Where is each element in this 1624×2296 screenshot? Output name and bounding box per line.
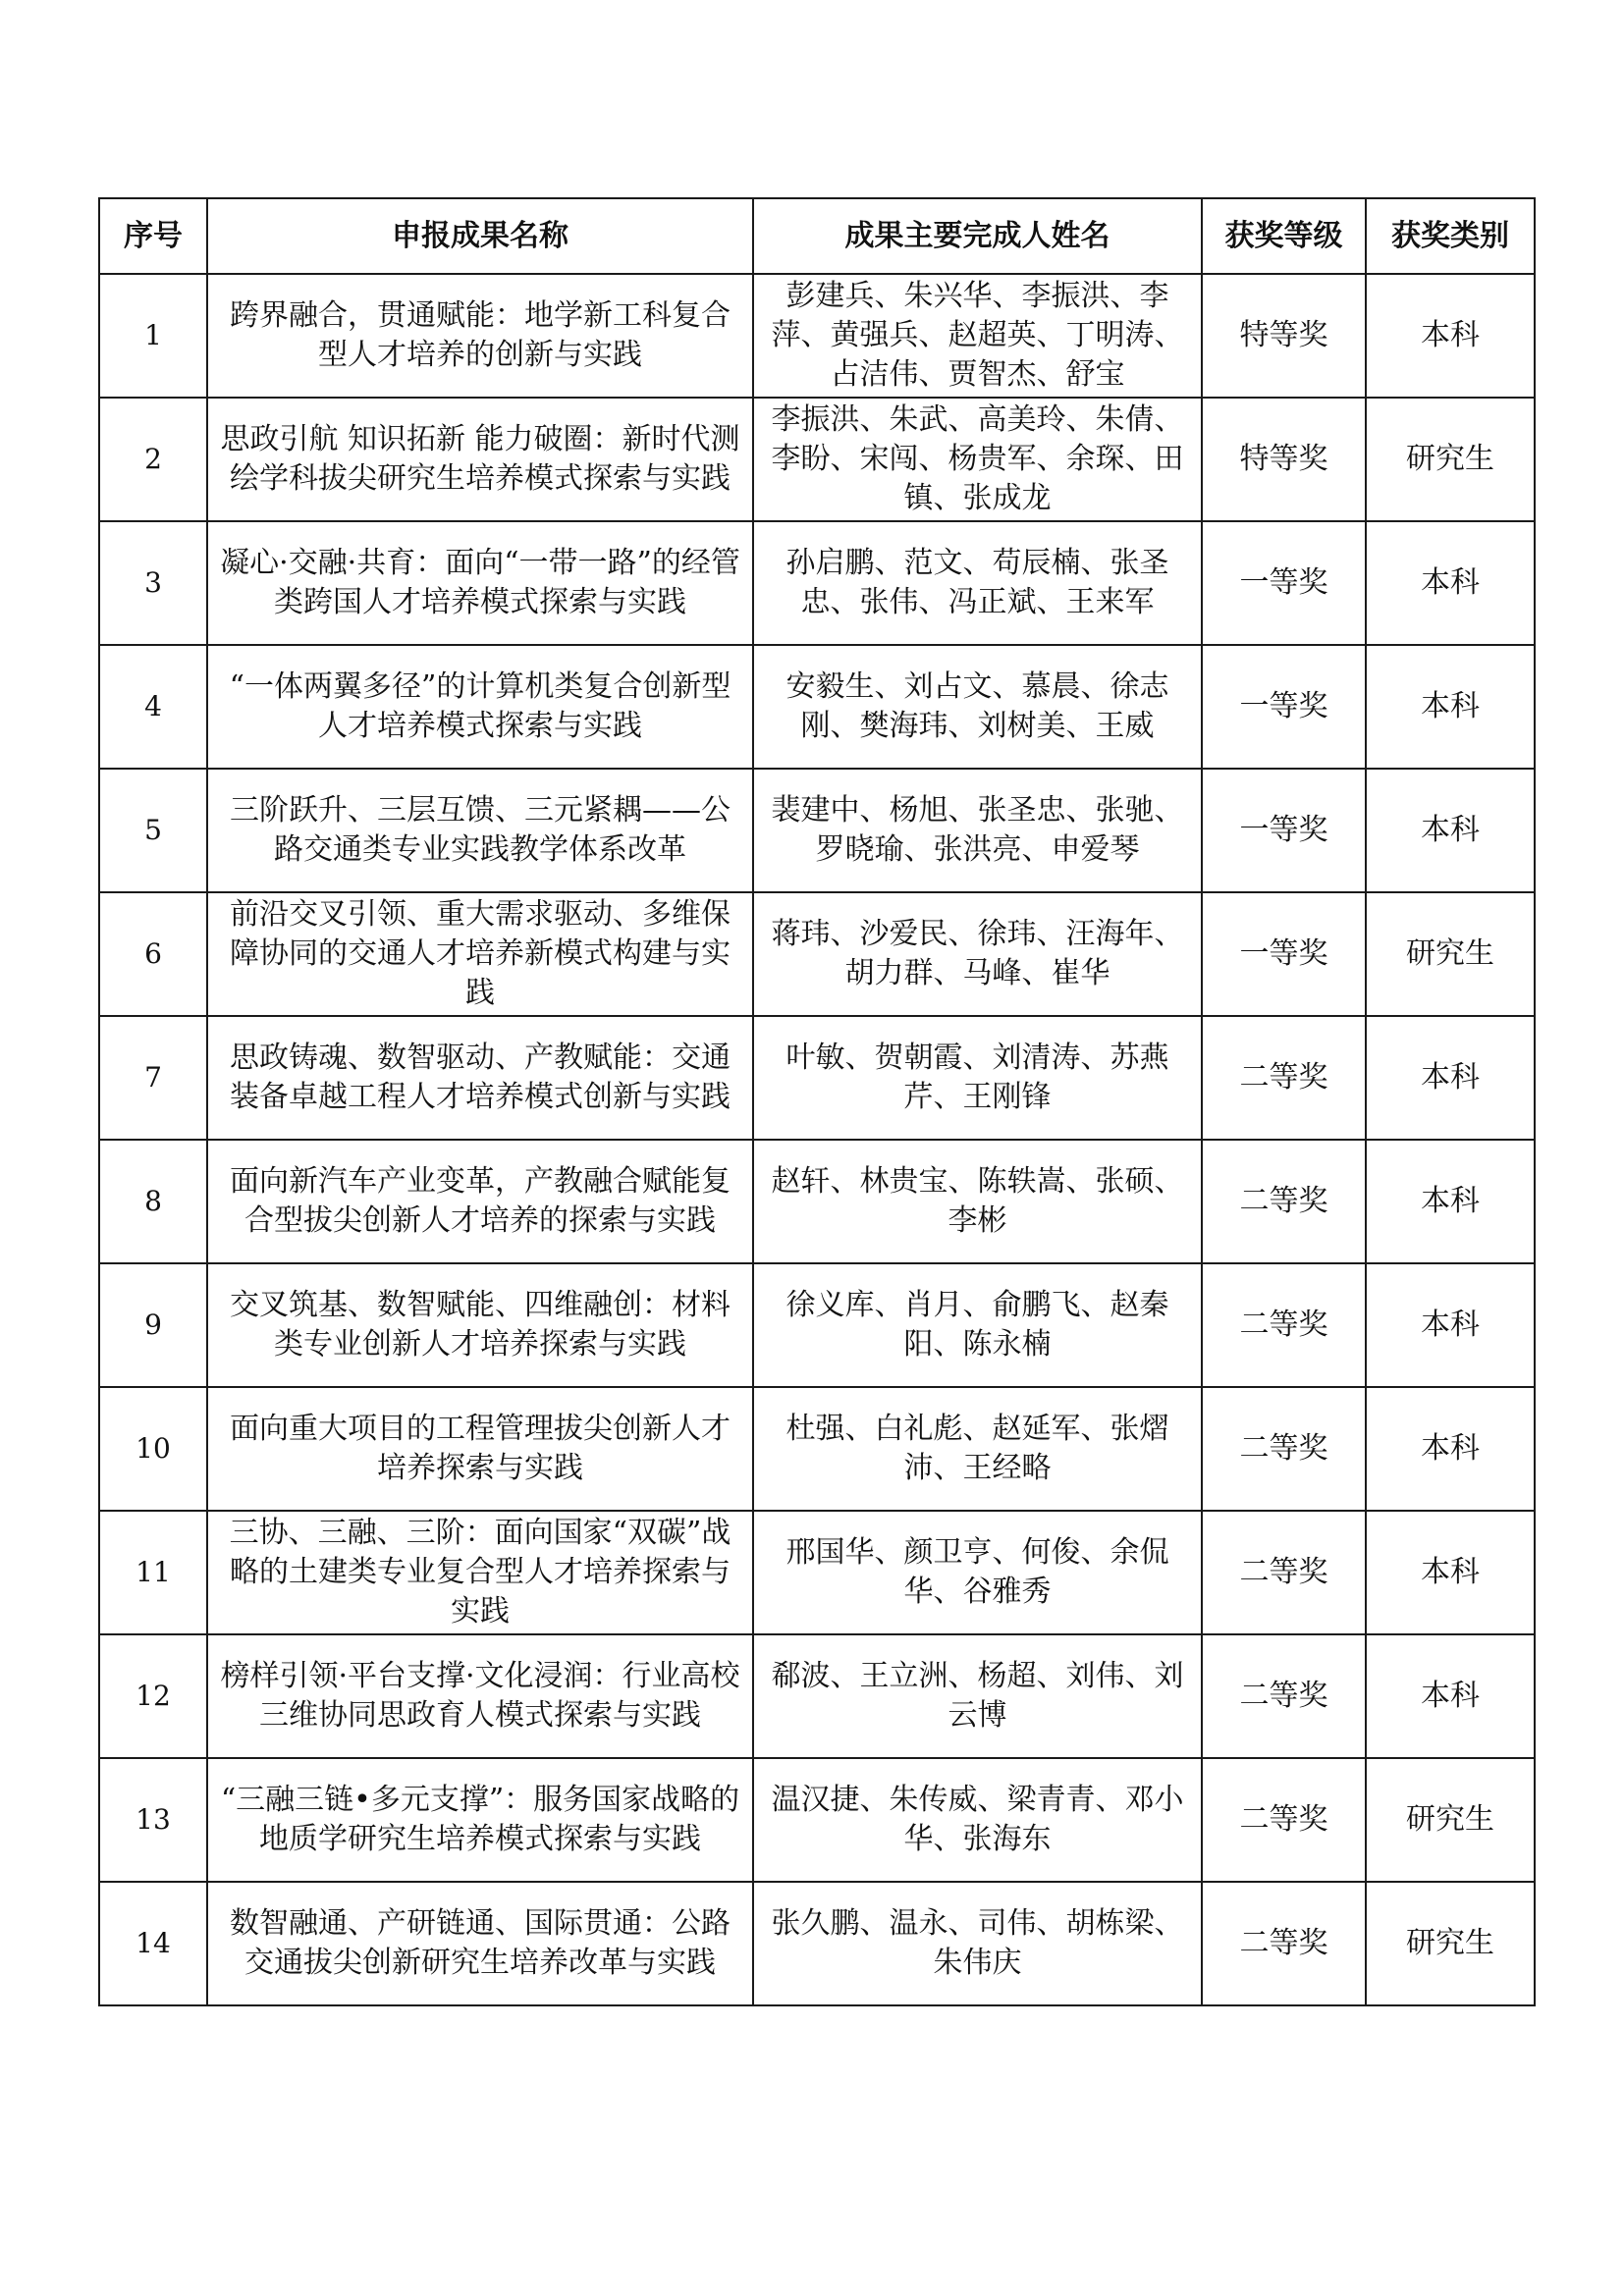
row-index: 4: [99, 645, 207, 769]
header-level: 获奖等级: [1202, 198, 1366, 274]
row-persons: 孙启鹏、范文、苟辰楠、张圣忠、张伟、冯正斌、王来军: [753, 521, 1202, 645]
row-award-category: 本科: [1366, 1511, 1535, 1634]
row-persons: 蒋玮、沙爱民、徐玮、汪海年、胡力群、马峰、崔华: [753, 892, 1202, 1016]
row-persons: 杜强、白礼彪、赵延军、张熠沛、王经略: [753, 1387, 1202, 1511]
table-row: [99, 1511, 1535, 1634]
header-category: 获奖类别: [1366, 198, 1535, 274]
table-row: [99, 1016, 1535, 1140]
row-persons: 郗波、王立洲、杨超、刘伟、刘云博: [753, 1634, 1202, 1758]
table-row: [99, 1140, 1535, 1263]
row-award-category: 研究生: [1366, 398, 1535, 521]
row-award-category: 本科: [1366, 521, 1535, 645]
row-title: 面向重大项目的工程管理拔尖创新人才培养探索与实践: [207, 1387, 753, 1511]
row-award-level: 二等奖: [1202, 1387, 1366, 1511]
row-award-level: 一等奖: [1202, 645, 1366, 769]
row-index: 13: [99, 1758, 207, 1882]
row-title: 榜样引领·平台支撑·文化浸润：行业高校三维协同思政育人模式探索与实践: [207, 1634, 753, 1758]
row-award-level: 二等奖: [1202, 1882, 1366, 2005]
row-index: 14: [99, 1882, 207, 2005]
row-persons: 赵轩、林贵宝、陈轶嵩、张硕、李彬: [753, 1140, 1202, 1263]
row-award-level: 二等奖: [1202, 1758, 1366, 1882]
row-title: 数智融通、产研链通、国际贯通：公路交通拔尖创新研究生培养改革与实践: [207, 1882, 753, 2005]
row-title: 三协、三融、三阶：面向国家“双碳”战略的土建类专业复合型人才培养探索与实践: [207, 1511, 753, 1634]
row-award-level: 特等奖: [1202, 274, 1366, 398]
row-title: 前沿交叉引领、重大需求驱动、多维保障协同的交通人才培养新模式构建与实践: [207, 892, 753, 1016]
row-title: 跨界融合，贯通赋能：地学新工科复合型人才培养的创新与实践: [207, 274, 753, 398]
row-award-level: 一等奖: [1202, 521, 1366, 645]
row-index: 7: [99, 1016, 207, 1140]
row-index: 8: [99, 1140, 207, 1263]
row-persons: 裴建中、杨旭、张圣忠、张驰、罗晓瑜、张洪亮、申爱琴: [753, 769, 1202, 892]
table-body: [99, 274, 1535, 2005]
row-award-level: 一等奖: [1202, 892, 1366, 1016]
row-persons: 安毅生、刘占文、慕晨、徐志刚、樊海玮、刘树美、王威: [753, 645, 1202, 769]
table-row: [99, 892, 1535, 1016]
table-row: [99, 398, 1535, 521]
row-persons: 叶敏、贺朝霞、刘清涛、苏燕芹、王刚锋: [753, 1016, 1202, 1140]
table-row: [99, 645, 1535, 769]
row-index: 9: [99, 1263, 207, 1387]
row-index: 12: [99, 1634, 207, 1758]
table-row: [99, 1387, 1535, 1511]
row-index: 2: [99, 398, 207, 521]
header-index: 序号: [99, 198, 207, 274]
row-persons: 彭建兵、朱兴华、李振洪、李萍、黄强兵、赵超英、丁明涛、占洁伟、贾智杰、舒宝: [753, 274, 1202, 398]
header-row: [99, 198, 1535, 274]
row-persons: 温汉捷、朱传威、梁青青、邓小华、张海东: [753, 1758, 1202, 1882]
row-award-category: 研究生: [1366, 1882, 1535, 2005]
row-award-category: 本科: [1366, 1263, 1535, 1387]
table-row: [99, 769, 1535, 892]
row-persons: 张久鹏、温永、司伟、胡栋梁、朱伟庆: [753, 1882, 1202, 2005]
row-award-level: 特等奖: [1202, 398, 1366, 521]
row-award-level: 二等奖: [1202, 1511, 1366, 1634]
row-persons: 邢国华、颜卫亨、何俊、余侃华、谷雅秀: [753, 1511, 1202, 1634]
row-award-category: 本科: [1366, 1016, 1535, 1140]
row-persons: 徐义库、肖月、俞鹏飞、赵秦阳、陈永楠: [753, 1263, 1202, 1387]
row-title: 凝心·交融·共育：面向“一带一路”的经管类跨国人才培养模式探索与实践: [207, 521, 753, 645]
row-title: 三阶跃升、三层互馈、三元紧耦——公路交通类专业实践教学体系改革: [207, 769, 753, 892]
row-title: 面向新汽车产业变革，产教融合赋能复合型拔尖创新人才培养的探索与实践: [207, 1140, 753, 1263]
row-award-category: 本科: [1366, 1634, 1535, 1758]
row-award-level: 一等奖: [1202, 769, 1366, 892]
table-header: [99, 198, 1535, 274]
row-index: 6: [99, 892, 207, 1016]
row-title: “一体两翼多径”的计算机类复合创新型人才培养模式探索与实践: [207, 645, 753, 769]
row-award-category: 研究生: [1366, 892, 1535, 1016]
row-award-category: 本科: [1366, 769, 1535, 892]
table-row: [99, 1758, 1535, 1882]
row-title: 思政铸魂、数智驱动、产教赋能：交通装备卓越工程人才培养模式创新与实践: [207, 1016, 753, 1140]
header-title: 申报成果名称: [207, 198, 753, 274]
row-award-level: 二等奖: [1202, 1140, 1366, 1263]
row-index: 5: [99, 769, 207, 892]
row-award-category: 本科: [1366, 1140, 1535, 1263]
row-award-level: 二等奖: [1202, 1263, 1366, 1387]
table-row: [99, 521, 1535, 645]
row-award-level: 二等奖: [1202, 1016, 1366, 1140]
row-award-category: 本科: [1366, 274, 1535, 398]
row-title: “三融三链•多元支撑”：服务国家战略的地质学研究生培养模式探索与实践: [207, 1758, 753, 1882]
header-persons: 成果主要完成人姓名: [753, 198, 1202, 274]
row-title: 交叉筑基、数智赋能、四维融创：材料类专业创新人才培养探索与实践: [207, 1263, 753, 1387]
row-award-level: 二等奖: [1202, 1634, 1366, 1758]
row-award-category: 本科: [1366, 645, 1535, 769]
row-award-category: 本科: [1366, 1387, 1535, 1511]
table-row: [99, 274, 1535, 398]
row-persons: 李振洪、朱武、高美玲、朱倩、李盼、宋闯、杨贵军、余琛、田镇、张成龙: [753, 398, 1202, 521]
row-index: 11: [99, 1511, 207, 1634]
award-table: [98, 197, 1536, 2006]
table-row: [99, 1263, 1535, 1387]
table-row: [99, 1882, 1535, 2005]
row-award-category: 研究生: [1366, 1758, 1535, 1882]
row-index: 10: [99, 1387, 207, 1511]
row-index: 3: [99, 521, 207, 645]
row-index: 1: [99, 274, 207, 398]
row-title: 思政引航 知识拓新 能力破圈：新时代测绘学科拔尖研究生培养模式探索与实践: [207, 398, 753, 521]
table-row: [99, 1634, 1535, 1758]
